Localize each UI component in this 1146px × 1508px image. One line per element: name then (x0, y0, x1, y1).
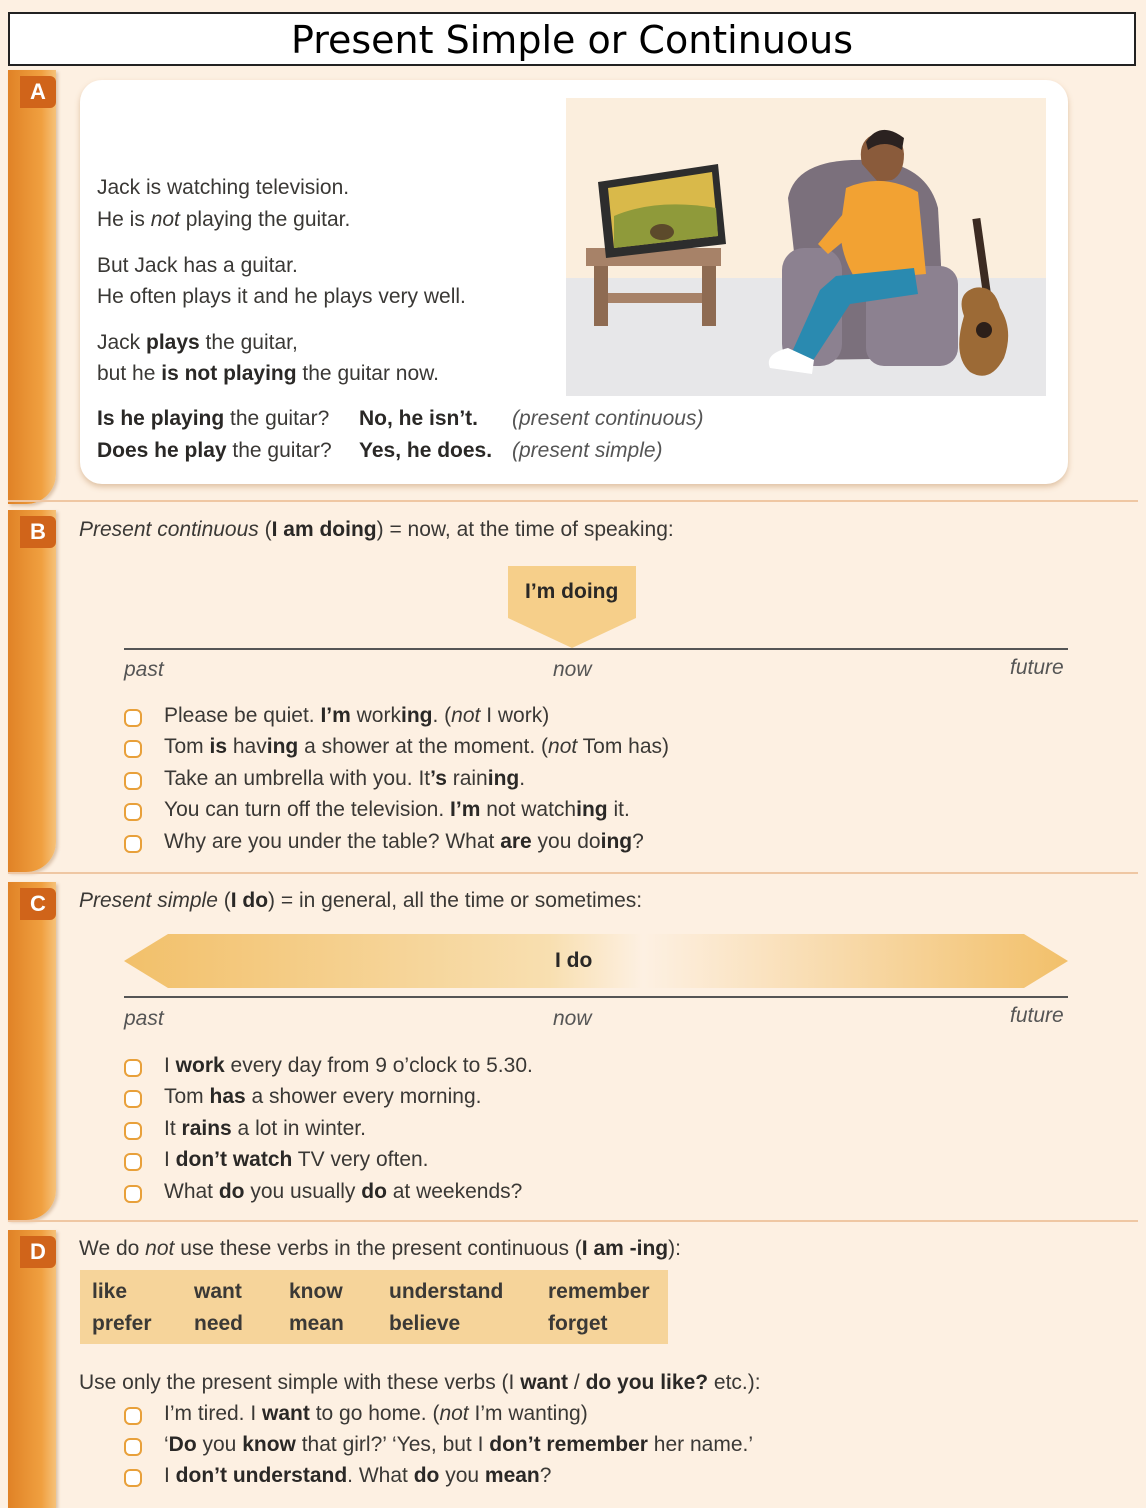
example-sentence: I don’t watch TV very often. (164, 1148, 429, 1171)
verb: know (289, 1280, 343, 1303)
verb: mean (289, 1312, 344, 1335)
example-checkbox[interactable] (124, 1153, 142, 1171)
example-sentence: Why are you under the table? What are you doing? (164, 830, 644, 853)
section-d-intro: We do not use these verbs in the present continuous (I am -ing): (79, 1237, 681, 1260)
verb: want (194, 1280, 242, 1303)
section-c-intro: Present simple (I do) = in general, all the time or sometimes: (79, 889, 643, 912)
section-a-letter: A (20, 76, 56, 108)
timeline-future-label: future (1010, 656, 1064, 679)
question-line: Is he playing the guitar? (97, 407, 330, 430)
verb: forget (548, 1312, 608, 1335)
example-checkbox[interactable] (124, 772, 142, 790)
example-sentence: It rains a lot in winter. (164, 1117, 366, 1140)
verb: believe (389, 1312, 461, 1335)
section-c-letter: C (20, 888, 56, 920)
section-divider (8, 500, 1138, 502)
timeline-past-label: past (124, 658, 164, 681)
section-a-tab (8, 70, 56, 504)
timeline-now-label: now (553, 658, 592, 681)
section-d-tab (8, 1230, 56, 1508)
timeline-line (124, 996, 1068, 998)
section-divider (8, 872, 1138, 874)
text-line: Jack is watching television. (97, 176, 350, 199)
example-sentence: I work every day from 9 o’clock to 5.30. (164, 1054, 533, 1077)
timeline-line (124, 648, 1068, 650)
page-title: Present Simple or Continuous (8, 12, 1136, 66)
example-sentence: I’m tired. I want to go home. (not I’m wanting) (164, 1402, 588, 1425)
band-label: I do (555, 949, 593, 972)
verb: understand (389, 1280, 504, 1303)
text-line: but he is not playing the guitar now. (97, 362, 440, 385)
answer-line: Yes, he does. (359, 439, 493, 462)
example-checkbox[interactable] (124, 1407, 142, 1425)
verb: prefer (92, 1312, 152, 1335)
text-line: Jack plays the guitar, (97, 331, 298, 354)
section-d-letter: D (20, 1236, 56, 1268)
verb: need (194, 1312, 244, 1335)
question-line: Does he play the guitar? (97, 439, 332, 462)
timeline-past-label: past (124, 1007, 164, 1030)
example-sentence: ‘Do you know that girl?’ ‘Yes, but I don’t remember her name.’ (164, 1433, 754, 1456)
timeline-future-label: future (1010, 1004, 1064, 1027)
section-divider (8, 1220, 1138, 1222)
example-checkbox[interactable] (124, 1185, 142, 1203)
always-band (124, 934, 1068, 988)
example-checkbox[interactable] (124, 709, 142, 727)
tense-note: (present simple) (512, 439, 663, 462)
example-checkbox[interactable] (124, 1090, 142, 1108)
example-checkbox[interactable] (124, 835, 142, 853)
section-b-tab (8, 510, 56, 872)
now-pointer (508, 566, 636, 648)
example-sentence: You can turn off the television. I’m not watching it. (164, 798, 630, 821)
jack-watching-tv-illustration (566, 98, 1046, 396)
example-checkbox[interactable] (124, 803, 142, 821)
example-checkbox[interactable] (124, 1122, 142, 1140)
example-checkbox[interactable] (124, 1469, 142, 1487)
timeline-now-label: now (553, 1007, 592, 1030)
verb: like (92, 1280, 128, 1303)
bubble-label: I’m doing (525, 580, 619, 603)
section-b-intro: Present continuous (I am doing) = now, at the time of speaking: (79, 518, 674, 541)
example-sentence: I don’t understand. What do you mean? (164, 1464, 552, 1487)
section-b-letter: B (20, 516, 56, 548)
example-checkbox[interactable] (124, 740, 142, 758)
section-d-instruction: Use only the present simple with these verbs (I want / do you like? etc.): (79, 1371, 761, 1394)
answer-line: No, he isn’t. (359, 407, 479, 430)
text-line: But Jack has a guitar. (97, 254, 298, 277)
tense-note: (present continuous) (512, 407, 704, 430)
text-line: He is not playing the guitar. (97, 208, 351, 231)
example-sentence: Tom is having a shower at the moment. (not Tom has) (164, 735, 670, 758)
example-checkbox[interactable] (124, 1438, 142, 1456)
example-checkbox[interactable] (124, 1059, 142, 1077)
text-line: He often plays it and he plays very well. (97, 285, 466, 308)
example-sentence: What do you usually do at weekends? (164, 1180, 523, 1203)
example-sentence: Please be quiet. I’m working. (not I work) (164, 704, 550, 727)
example-sentence: Tom has a shower every morning. (164, 1085, 482, 1108)
verb: remember (548, 1280, 650, 1303)
section-c-tab (8, 882, 56, 1220)
example-sentence: Take an umbrella with you. It’s raining. (164, 767, 526, 790)
